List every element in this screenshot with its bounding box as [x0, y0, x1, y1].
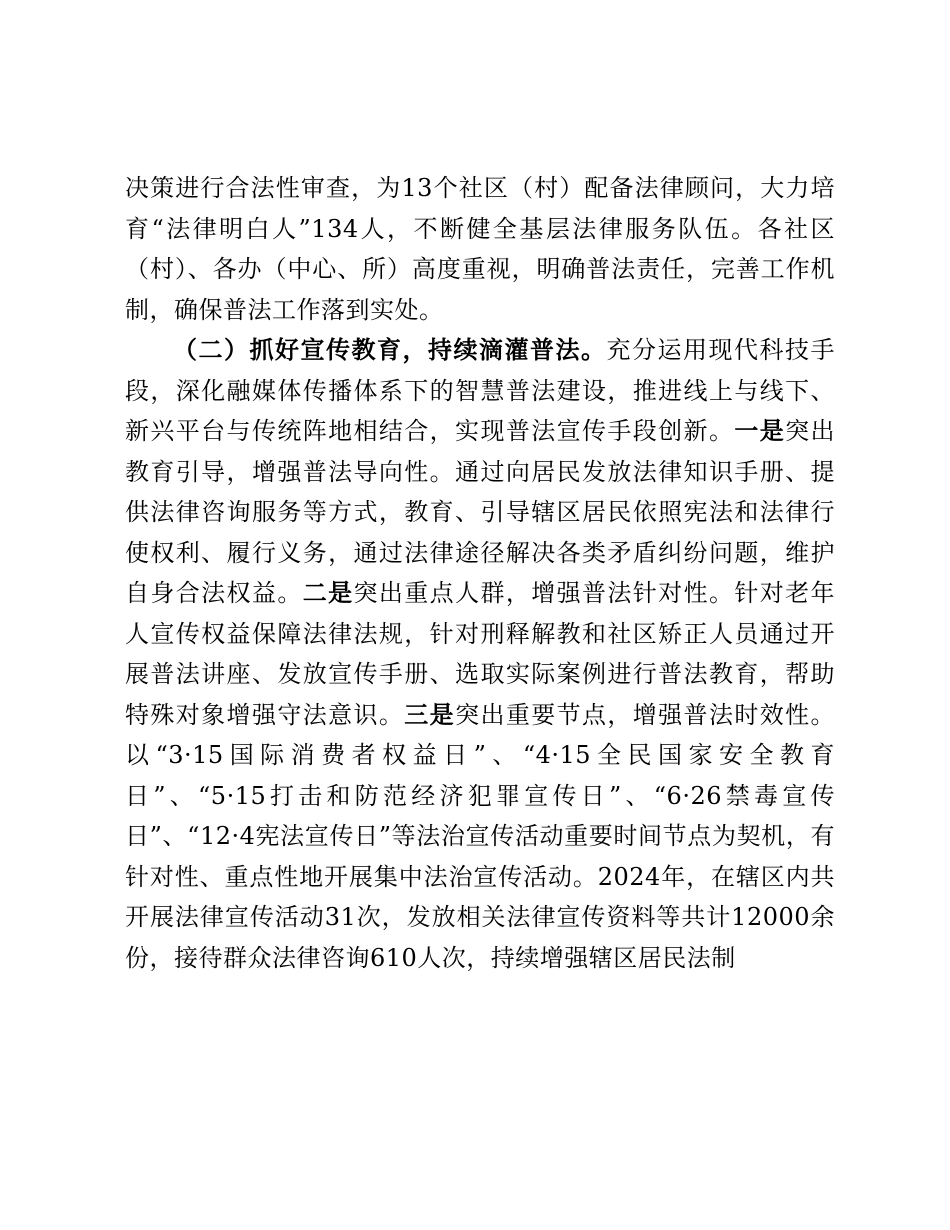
section-heading: （二）抓好宣传教育，持续滴灌普法。: [173, 335, 607, 364]
point-text-2: 突出重点人群，增强普法针对性。针对老年人宣传权益保障法律法规，针对刑释解教和社区矫正人员通过开展普法讲座、发放宣传手册、选取实际案例进行普法教育，帮助特殊对象增强守法意识。: [125, 579, 836, 729]
section-intro: 充分运用现代科技手段，深化融媒体传播体系下的智慧普法建设，推进线上与线下、新兴平台与传统阵地相结合，实现普法宣传手段创新。: [125, 336, 835, 445]
paragraph-1: [125, 168, 835, 330]
paragraph-1-text: 决策进行合法性审查，为13个社区（村）配备法律顾问，大力培育“法律明白人”134人，不断健全基层法律服务队伍。各社区（村）、各办（中心、所）高度重视，明确普法责任，完善工作机制，确保普法工作落到实处。: [125, 174, 835, 324]
point-marker-3: 三是: [404, 699, 456, 729]
paragraph-2: [125, 330, 835, 978]
point-marker-1: 一是: [734, 416, 786, 445]
point-text-3: 突出重要节点，增强普法时效性。以“3·15国际消费者权益日”、“4·15全民国家安全教育日”、“5·15打击和防范经济犯罪宣传日”、“6·26禁毒宣传日”、“12·4宪法宣传日”等法治宣传活动重要时间节点为契机，有针对性、重点性地开展集中法治宣传活动。2024年，在辖区内共开展法律宣传活动31次，发放相关法律宣传资料等共计12000余份，接待群众法律咨询610人次，持续增强辖区居民法制: [125, 700, 836, 972]
document-body: [125, 168, 835, 978]
point-text-1: 突出教育引导，增强普法导向性。通过向居民发放法律知识手册、提供法律咨询服务等方式，教育、引导辖区居民依照宪法和法律行使权利、履行义务，通过法律途径解决各类矛盾纠纷问题，维护自身合法权益。: [125, 417, 836, 607]
point-marker-2: 二是: [302, 578, 354, 607]
